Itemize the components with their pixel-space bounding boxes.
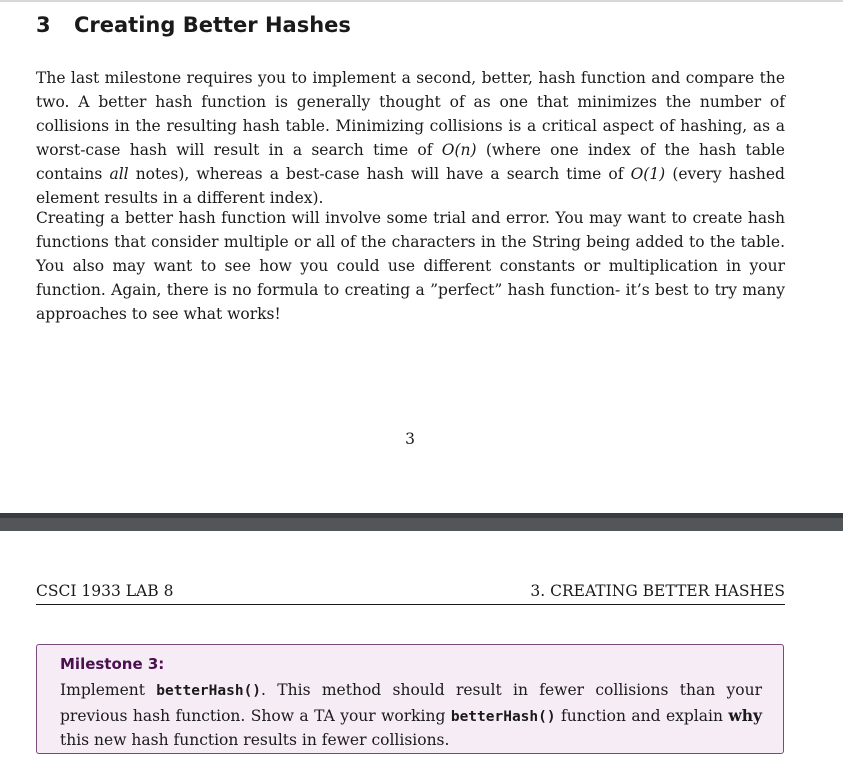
running-header-course: CSCI 1933 LAB 8 [36,582,174,600]
milestone-title: Milestone 3: [60,655,165,673]
paragraph1-text-2: (where one index of the hash table contains [36,141,785,183]
document-page-4 [0,531,843,774]
milestone-text-2: . This method should result in fewer collisions than your previous hash function. Show a TA your working [60,681,762,725]
section-number: 3 [36,13,51,37]
page-separator [0,513,843,531]
milestone-box [36,644,784,754]
emphasis-all: all [109,165,129,183]
worst-case-complexity: O(n) [441,141,477,159]
paragraph1-text-4: (every hashed element results in a different index). [36,165,785,207]
milestone-text [60,679,762,753]
best-case-complexity: O(1) [630,165,666,183]
code-betterhash-1: betterHash() [156,683,262,699]
running-header [36,582,785,605]
section-heading [36,13,351,37]
code-betterhash-2: betterHash() [450,708,556,725]
milestone-text-1: Implement [60,681,157,699]
paragraph-hash-collisions [36,66,785,210]
section-title: Creating Better Hashes [74,13,351,37]
emphasis-why: why [728,705,762,725]
page-top-edge [0,0,843,2]
page-number: 3 [405,430,415,448]
paragraph1-text-1: The last milestone requires you to implement a second, better, hash function and compare the two. A better hash function is generally thought of as one that minimizes the number of collisions in the resulting hash table. Minimizing collisions is a critical aspect of hashing, as a worst-case hash will result in a search time of [36,69,785,159]
milestone-text-4: this new hash function results in fewer collisions. [60,731,450,749]
paragraph-trial-and-error: Creating a better hash function will involve some trial and error. You may want to create hash functions that consider multiple or all of the characters in the String being added to the table. You also may want to see how you could use different constants or multiplication in your function. Again, there is no formula to creating a ”perfect” hash function- it’s best to try many approaches to see what works! [36,209,785,323]
page-separator-shadow [0,513,843,518]
running-header-section: 3. CREATING BETTER HASHES [530,582,785,600]
milestone-text-3: function and explain [555,706,729,725]
paragraph1-text-3: notes), whereas a best-case hash will have a search time of [128,165,631,183]
